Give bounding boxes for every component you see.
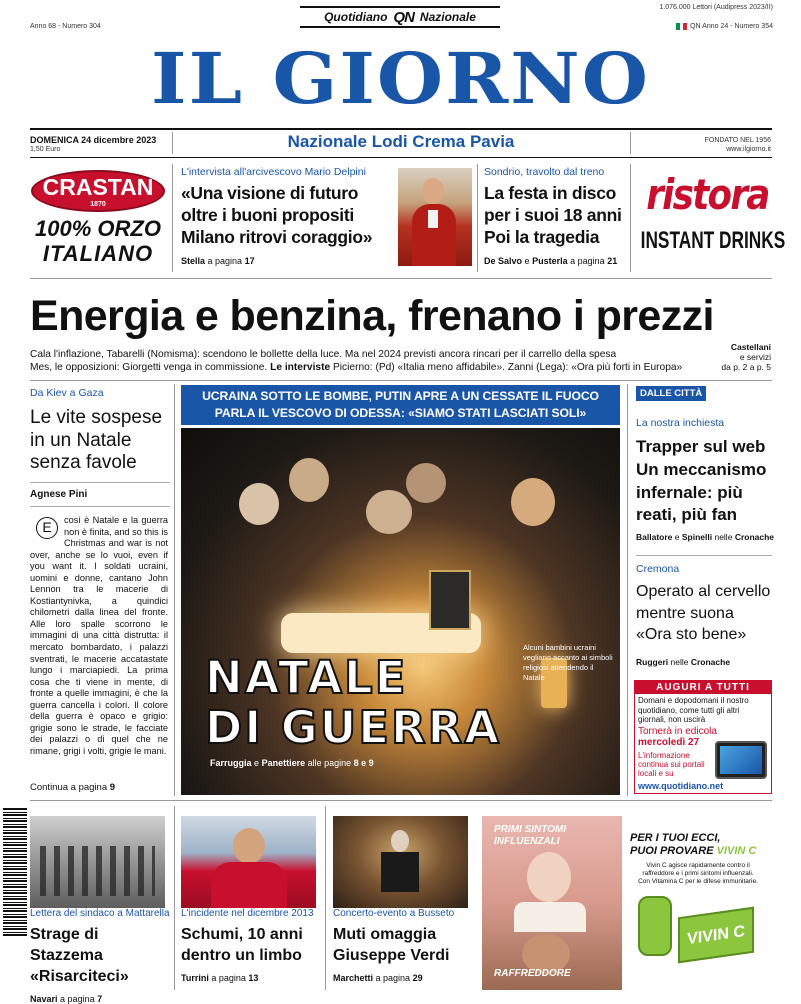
auguri-promo[interactable]	[634, 680, 772, 794]
story-headline: Schumi, 10 anni dentro un limbo	[181, 926, 303, 964]
qn-right-label: Nazionale	[419, 10, 476, 24]
story-headline: «Una visione di futuro oltre i buoni propositi Milano ritrovi coraggio»	[181, 183, 373, 247]
natale-title-2: DI GUERRA	[205, 701, 502, 754]
left-story-headline: Le vite sospese in un Natale senza favole	[30, 407, 163, 473]
right-story2-kicker: Cremona	[636, 563, 680, 575]
issue-number-right: QN Anno 24 - Numero 354	[676, 23, 773, 30]
bottom-story-stazzema[interactable]	[30, 908, 170, 1004]
lead-subhead-2: Mes, le opposizioni: Giorgetti venga in commissione. Le interviste Picierno: (Pd) «Italia meno affidabile». Zanni (Lega): «Ora più forti in Europa»	[30, 362, 683, 373]
crastan-logo: CRASTAN 1870	[31, 170, 165, 212]
crastan-ad[interactable]	[30, 166, 166, 272]
stazzema-photo	[30, 816, 165, 908]
crastan-line1: 100% ORZO	[35, 216, 161, 241]
bottom-story-muti[interactable]	[333, 908, 473, 983]
dropcap: E	[36, 517, 58, 539]
vivinc-left-panel: PRIMI SINTOMI INFLUENZALI RAFFREDDORE	[482, 816, 622, 990]
left-story-body: E così è Natale e la guerra non è finita, and so this is Christmas and war is not over, anche se lo vuoi, even if you want it. I soldati ucraini, uomini e donne, cantano John Lennon tra le macerie di Kostiantynivka, a quindici chilometri dalla linea del fronte. Alle loro spalle scorrono le immagini di una città distrutta: il mercato bombardato, i palazzi sventrati, le macerie accatastate lungo i marciapiedi. La prima cosa che ti viene in mente, di fronte a quelle immagini, è che la guerra cancella i colori. Il colore della guerra è opaco e grigio: grigie sono le strade, le facciate dei palazzi o di quel che ne rimane, grigi i volti, grigie le mani.	[30, 515, 168, 756]
story-headline: Muti omaggia Giuseppe Verdi	[333, 926, 450, 964]
natale-title-1: NATALE	[205, 651, 408, 704]
right-story2-headline: Operato al cervello mentre suona «Ora sto bene»	[636, 583, 771, 643]
top-story-sondrio[interactable]	[484, 166, 626, 266]
issue-number-left: Anno 68 - Numero 304	[30, 23, 101, 30]
qn-network-bar	[300, 6, 500, 28]
story-kicker: Sondrio, travolto dal treno	[484, 166, 605, 178]
vivinc-mascot	[638, 896, 672, 956]
price-label: 1,50 Euro	[30, 146, 61, 153]
promo-text: Domani e dopodomani il nostro quotidiano, come tutti gli altri giornali, non uscirà	[638, 696, 749, 724]
readers-count: 1.076.000 Lettori (Audipress 2023/II)	[659, 4, 773, 11]
crastan-line2: ITALIANO	[42, 241, 154, 266]
center-banner: UCRAINA SOTTO LE BOMBE, PUTIN APRE A UN CESSATE IL FUOCO PARLA IL VESCOVO DI ODESSA: «SIAMO STATI LASCIATI SOLI»	[181, 385, 620, 425]
story-kicker: L'incidente nel dicembre 2013	[181, 908, 314, 919]
ristora-tagline: INSTANT DRINKS	[640, 227, 786, 254]
section-label-city: DALLE CITTÀ	[636, 386, 706, 401]
story-credit: Turrini a pagina 13	[181, 973, 259, 983]
right-story1-credit: Ballatore e Spinelli nelle Cronache	[636, 532, 775, 542]
newspaper-title: IL GIORNO	[151, 37, 650, 120]
story-credit: Stella a pagina 17	[181, 256, 255, 266]
barcode	[3, 808, 27, 936]
right-story2-credit: Ruggeri nelle Cronache	[636, 657, 731, 667]
promo-info: L'informazione continua sui portali locali e su	[638, 751, 705, 778]
center-credit: Farruggia e Panettiere alle pagine 8 e 9	[210, 758, 374, 768]
founded-label: FONDATO NEL 1956	[704, 137, 771, 144]
left-story-kicker: Da Kiev a Gaza	[30, 387, 104, 399]
vivinc-headline: PER I TUOI ECCI, PUOI PROVARE VIVIN C	[630, 832, 757, 857]
archbishop-photo	[398, 168, 472, 266]
top-story-delpini[interactable]	[181, 166, 396, 266]
lead-credit: Castellani e servizi da p. 2 a p. 5	[721, 342, 771, 372]
schumacher-photo	[181, 816, 316, 908]
edition-title: Nazionale Lodi Crema Pavia	[287, 132, 515, 151]
lead-subhead-1: Cala l'inflazione, Tabarelli (Nomisma): scendono le bollette della luce. Ma nel 2024 previsti ancora rincari per il carrello della spesa	[30, 349, 617, 360]
story-kicker: Lettera del sindaco a Mattarella	[30, 908, 170, 919]
promo-back: Tornerà in edicola mercoledì 27	[638, 725, 717, 748]
story-headline: Strage di Stazzema «Risarciteci»	[30, 926, 129, 985]
masthead-rule	[30, 128, 772, 130]
story-credit: Marchetti a pagina 29	[333, 973, 423, 983]
left-story-author: Agnese Pini	[30, 489, 88, 500]
photo-caption: Alcuni bambini ucraini vegliano accanto ai simboli religiosi attendendo il Natale	[523, 643, 613, 682]
bottom-story-schumi[interactable]	[181, 908, 321, 983]
story-kicker: L'intervista all'arcivescovo Mario Delpini	[181, 166, 366, 178]
promo-site[interactable]: www.quotidiano.net	[638, 781, 724, 791]
italy-flag-icon	[676, 23, 687, 30]
story-credit: Navari a pagina 7	[30, 994, 103, 1004]
vivinc-box: VIVIN C	[678, 907, 754, 964]
story-kicker: Concerto-evento a Busseto	[333, 908, 455, 919]
qn-left-label: Quotidiano	[324, 10, 388, 24]
promo-title: AUGURI A TUTTI	[635, 681, 771, 694]
vivinc-text: Vivin C agisce rapidamente contro il raffreddore e i primi sintomi influenzali. Con Vitamina C per le difese immunitarie.	[638, 862, 758, 885]
qn-logo: QN	[393, 8, 414, 26]
right-story1-headline: Trapper sul web Un meccanismo infernale: più reati, più fan	[636, 437, 767, 525]
ristora-logo: ristora	[646, 170, 769, 219]
ristora-ad[interactable]	[636, 166, 786, 272]
tablet-icon	[715, 741, 767, 779]
story-credit: De Salvo e Pusterla a pagina 21	[484, 256, 618, 266]
muti-concert-photo	[333, 816, 468, 908]
vivinc-ad[interactable]	[482, 816, 772, 990]
lead-headline: Energia e benzina, frenano i prezzi	[30, 292, 714, 340]
left-story-continue[interactable]: Continua a pagina 9	[30, 782, 116, 793]
website-label: www.ilgiorno.it	[726, 146, 771, 153]
date-line: DOMENICA 24 dicembre 2023	[30, 135, 157, 145]
right-story1-kicker: La nostra inchiesta	[636, 417, 725, 429]
story-headline: La festa in disco per i suoi 18 anni Poi la tragedia	[484, 183, 622, 247]
